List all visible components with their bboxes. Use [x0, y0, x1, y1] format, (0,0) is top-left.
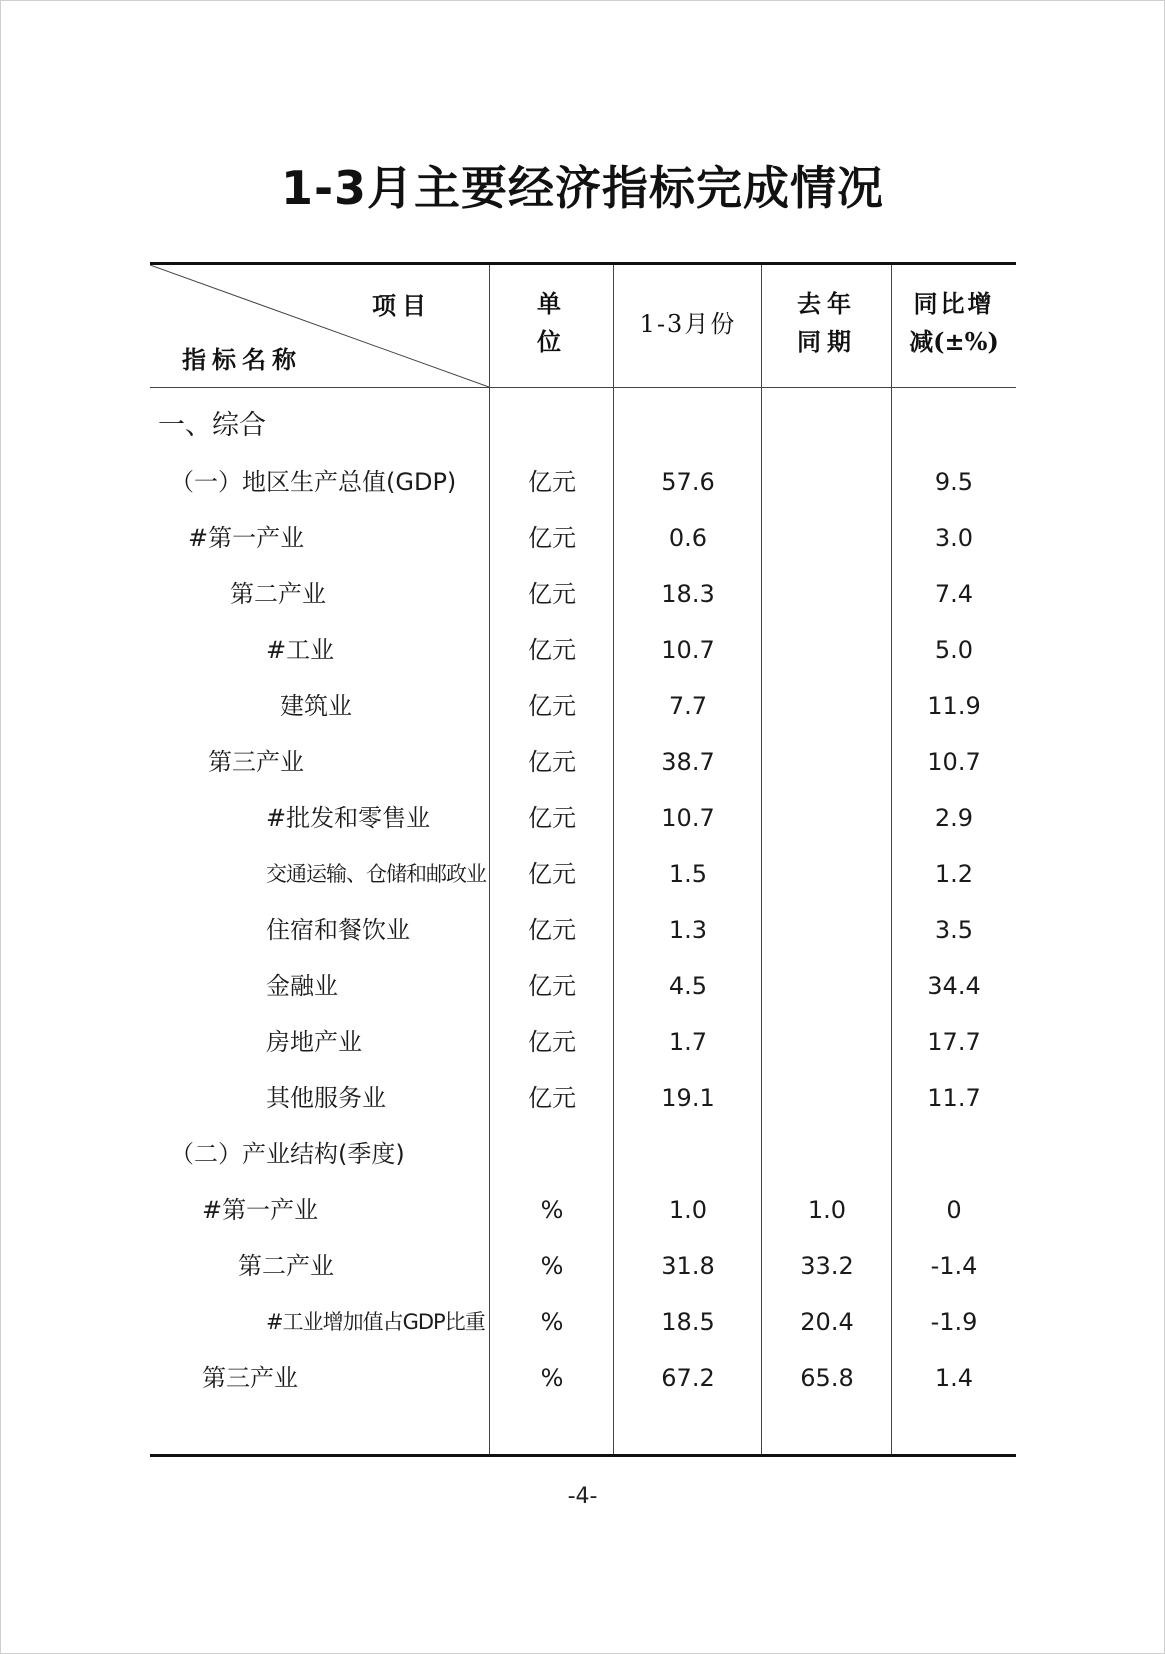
row-change-value: 1.2: [934, 860, 974, 888]
row-q1-value: 67.2: [661, 1364, 715, 1392]
row-change-value: 11.7: [927, 1084, 981, 1112]
row-change-value: 5.0: [934, 636, 974, 664]
table-row: [150, 790, 1016, 846]
table-row: [150, 902, 1016, 958]
row-name: 其他服务业: [266, 1084, 386, 1112]
header-change-line2: 减(±%): [909, 327, 999, 356]
table-row: [150, 1182, 1016, 1238]
row-name: 房地产业: [266, 1028, 362, 1056]
row-q1-value: 1.0: [668, 1196, 708, 1224]
row-name: 第二产业: [230, 580, 326, 608]
row-last-year-value: [762, 622, 892, 678]
row-change-value: 11.9: [927, 692, 981, 720]
table-row: [150, 622, 1016, 678]
row-last-year-value: [762, 1126, 892, 1182]
row-unit: %: [540, 1252, 564, 1280]
row-unit: 亿元: [528, 524, 576, 552]
row-last-year-value: [762, 454, 892, 510]
row-name: 交通运输、仓储和邮政业: [266, 862, 486, 886]
row-last-year-value: [762, 1070, 892, 1126]
header-unit-line2: 位: [537, 327, 567, 356]
indicator-table: [150, 262, 1016, 1457]
row-q1-value: 19.1: [661, 1084, 715, 1112]
row-unit: 亿元: [528, 1028, 576, 1056]
row-last-year-value: 65.8: [800, 1364, 854, 1392]
row-last-year-value: 33.2: [800, 1252, 854, 1280]
row-change-value: 0: [946, 1196, 962, 1224]
table-row: [150, 1126, 1016, 1182]
row-q1-value: 1.3: [668, 916, 708, 944]
row-change-value: 1.4: [934, 1364, 974, 1392]
row-name: （二）产业结构(季度): [170, 1140, 405, 1168]
header-unit-line1: 单: [537, 289, 567, 318]
row-last-year-value: [762, 398, 892, 454]
row-unit: 亿元: [528, 748, 576, 776]
row-change-value: 3.0: [934, 524, 974, 552]
row-unit: [490, 398, 614, 454]
row-unit: 亿元: [528, 1084, 576, 1112]
header-change-line1: 同比增: [913, 289, 995, 318]
row-q1-value: 57.6: [661, 468, 715, 496]
row-name: 第三产业: [208, 748, 304, 776]
row-last-year-value: [762, 902, 892, 958]
row-name: #工业增加值占GDP比重: [266, 1310, 485, 1334]
table-row: [150, 1294, 1016, 1350]
row-unit: %: [540, 1196, 564, 1224]
row-q1-value: [614, 1126, 762, 1182]
table-row: [150, 1014, 1016, 1070]
header-indicator-name: 指标名称: [182, 345, 302, 374]
row-q1-value: 1.5: [668, 860, 708, 888]
row-unit: 亿元: [528, 972, 576, 1000]
page-title: 1-3月主要经济指标完成情况: [280, 161, 885, 215]
table-row: [150, 454, 1016, 510]
row-q1-value: 10.7: [661, 804, 715, 832]
row-unit: 亿元: [528, 692, 576, 720]
table-row: [150, 734, 1016, 790]
row-unit: %: [540, 1364, 564, 1392]
row-unit: 亿元: [528, 468, 576, 496]
row-last-year-value: [762, 678, 892, 734]
row-last-year-value: [762, 846, 892, 902]
row-q1-value: 31.8: [661, 1252, 715, 1280]
table-row: [150, 510, 1016, 566]
table-row: [150, 1070, 1016, 1126]
row-change-value: 34.4: [927, 972, 981, 1000]
row-name: #工业: [266, 636, 335, 664]
row-q1-value: 7.7: [668, 692, 708, 720]
row-last-year-value: 20.4: [800, 1308, 854, 1336]
row-unit: 亿元: [528, 580, 576, 608]
row-last-year-value: [762, 790, 892, 846]
row-change-value: 9.5: [934, 468, 974, 496]
row-name: 住宿和餐饮业: [266, 916, 410, 944]
row-name: （一）地区生产总值(GDP): [170, 468, 457, 496]
row-change-value: [892, 1126, 1016, 1182]
row-change-value: [892, 398, 1016, 454]
row-unit: [490, 1126, 614, 1182]
row-change-value: -1.9: [930, 1308, 978, 1336]
table-row: [150, 1238, 1016, 1294]
row-name: #第一产业: [188, 524, 305, 552]
header-q1: 1-3月份: [639, 310, 737, 338]
row-unit: 亿元: [528, 916, 576, 944]
row-q1-value: 10.7: [661, 636, 715, 664]
row-unit: %: [540, 1308, 564, 1336]
table-row: [150, 566, 1016, 622]
row-name: #第一产业: [202, 1196, 319, 1224]
header-last-year-line1: 去年: [797, 289, 857, 318]
row-name: 第二产业: [238, 1252, 334, 1280]
row-q1-value: 1.7: [668, 1028, 708, 1056]
row-name: #批发和零售业: [266, 804, 431, 832]
row-change-value: 17.7: [927, 1028, 981, 1056]
row-unit: 亿元: [528, 636, 576, 664]
row-last-year-value: [762, 734, 892, 790]
row-last-year-value: [762, 1014, 892, 1070]
row-change-value: -1.4: [930, 1252, 978, 1280]
table-row: [150, 958, 1016, 1014]
row-change-value: 2.9: [934, 804, 974, 832]
row-q1-value: 18.5: [661, 1308, 715, 1336]
row-q1-value: 18.3: [661, 580, 715, 608]
row-change-value: 3.5: [934, 916, 974, 944]
row-q1-value: 38.7: [661, 748, 715, 776]
header-last-year-line2: 同期: [797, 327, 857, 356]
row-unit: 亿元: [528, 860, 576, 888]
table-row: [150, 398, 1016, 454]
table-row: [150, 1350, 1016, 1406]
row-last-year-value: [762, 510, 892, 566]
row-name: 第三产业: [202, 1364, 298, 1392]
row-q1-value: [614, 398, 762, 454]
row-q1-value: 4.5: [668, 972, 708, 1000]
row-last-year-value: [762, 566, 892, 622]
row-unit: 亿元: [528, 804, 576, 832]
row-last-year-value: 1.0: [807, 1196, 847, 1224]
page-number: -4-: [567, 1484, 598, 1509]
row-name: 一、综合: [158, 410, 266, 441]
table-row: [150, 678, 1016, 734]
row-name: 建筑业: [280, 692, 352, 720]
row-change-value: 10.7: [927, 748, 981, 776]
row-name: 金融业: [266, 972, 338, 1000]
header-item: 项目: [372, 291, 432, 320]
row-last-year-value: [762, 958, 892, 1014]
table-bottom-rule: [150, 1454, 1016, 1457]
row-q1-value: 0.6: [668, 524, 708, 552]
row-change-value: 7.4: [934, 580, 974, 608]
table-row: [150, 846, 1016, 902]
